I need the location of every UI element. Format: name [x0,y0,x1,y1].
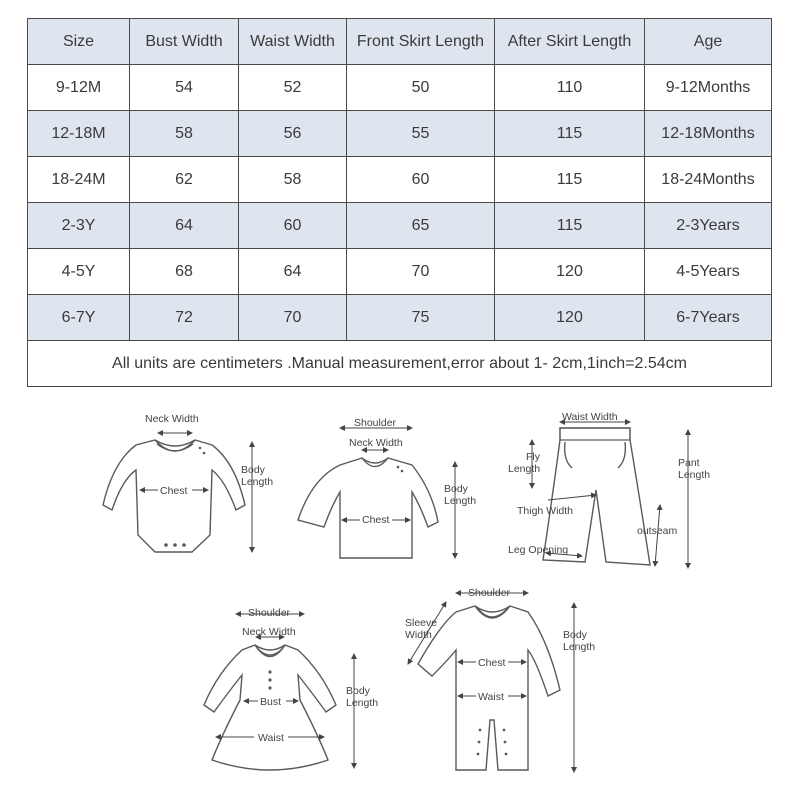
table-cell: 65 [347,203,495,249]
measurement-note: All units are centimeters .Manual measurement,error about 1- 2cm,1inch=2.54cm [28,341,772,387]
table-row [28,157,772,203]
shoulder-label: Shoulder [354,417,397,429]
table-cell: 115 [495,157,645,203]
tshirt-diagram [298,417,476,558]
neck-width-label: Neck Width [145,413,199,425]
body-length-label: Length [563,641,596,653]
table-cell: 62 [130,157,239,203]
table-cell: 2-3Years [645,203,772,249]
size-chart-table [27,18,772,387]
table-cell: 58 [130,111,239,157]
table-cell: 60 [347,157,495,203]
body-length-label: Body [444,483,468,495]
table-cell: 72 [130,295,239,341]
table-cell: 64 [130,203,239,249]
measurement-diagrams [0,400,800,800]
table-cell: 9-12M [28,65,130,111]
neck-width-label: Neck Width [242,626,296,638]
romper-outline [418,606,560,770]
body-length-label: Body [346,685,370,697]
fly-length-label: Length [508,463,541,475]
table-cell: 120 [495,295,645,341]
leg-opening-label: Leg Opening [508,544,569,556]
table-row [28,249,772,295]
table-cell: 75 [347,295,495,341]
thigh-width-label: Thigh Width [517,505,574,517]
body-length-label: Length [241,476,274,488]
pants-diagram [508,411,710,568]
body-length-label: Length [444,495,477,507]
dress-diagram [204,607,378,770]
waist-label: Waist [258,732,284,744]
table-cell: 2-3Y [28,203,130,249]
chest-label: Chest [160,485,188,497]
table-cell: 58 [239,157,347,203]
table-cell: 64 [239,249,347,295]
waist-width-label: Waist Width [562,411,618,423]
table-cell: 70 [347,249,495,295]
table-note-row [28,341,772,387]
table-row [28,65,772,111]
body-length-label: Length [346,697,379,709]
waist-label: Waist [478,691,504,703]
fly-length-label: Fly [526,451,540,463]
table-cell: 70 [239,295,347,341]
table-cell: 4-5Y [28,249,130,295]
table-cell: 50 [347,65,495,111]
bodysuit-diagram [103,413,273,552]
bust-label: Bust [260,696,282,708]
column-header: Bust Width [130,19,239,65]
table-cell: 6-7Y [28,295,130,341]
romper-diagram [405,587,595,772]
column-header: Waist Width [239,19,347,65]
shoulder-label: Shoulder [248,607,291,619]
table-cell: 54 [130,65,239,111]
chest-label: Chest [362,514,390,526]
table-row [28,111,772,157]
outseam-label: outseam [637,525,678,537]
table-cell: 18-24M [28,157,130,203]
table-cell: 120 [495,249,645,295]
shoulder-label: Shoulder [468,587,511,599]
table-cell: 9-12Months [645,65,772,111]
sleeve-width-label: Width [405,629,432,641]
column-header: After Skirt Length [495,19,645,65]
table-cell: 115 [495,111,645,157]
table-cell: 18-24Months [645,157,772,203]
sleeve-width-label: Sleeve [405,617,438,629]
column-header: Size [28,19,130,65]
column-header: Age [645,19,772,65]
table-cell: 12-18Months [645,111,772,157]
table-cell: 68 [130,249,239,295]
table-cell: 6-7Years [645,295,772,341]
table-cell: 60 [239,203,347,249]
table-cell: 4-5Years [645,249,772,295]
table-row [28,203,772,249]
tshirt-outline [298,458,438,558]
table-cell: 52 [239,65,347,111]
table-cell: 115 [495,203,645,249]
pant-length-label: Length [678,469,711,481]
neck-width-label: Neck Width [349,437,403,449]
body-length-label: Body [563,629,587,641]
table-cell: 55 [347,111,495,157]
body-length-label: Body [241,464,265,476]
table-cell: 56 [239,111,347,157]
column-header: Front Skirt Length [347,19,495,65]
table-header-row [28,19,772,65]
table-cell: 12-18M [28,111,130,157]
table-row [28,295,772,341]
pant-length-label: Pant [678,457,700,469]
chest-label: Chest [478,657,506,669]
table-cell: 110 [495,65,645,111]
